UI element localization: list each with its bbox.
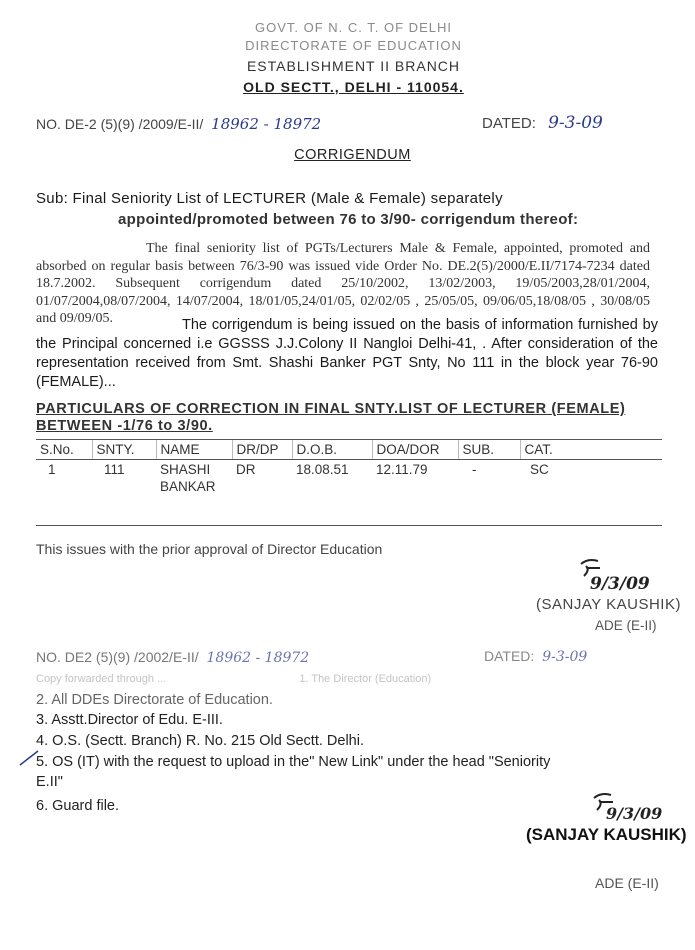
copy-faded-left: Copy forwarded through ... (36, 673, 167, 685)
header-address-line (0, 79, 695, 95)
paragraph-basis: The corrigendum is being issued on the basis of information furnished by the Principal concerned i.e GGSSS J.J.Colony II Nangloi Delhi-41, . After consideration of the representation received from Smt. Shashi Banker PGT Snty, No 111 in the block year 76-90 (FEMALE)... (36, 317, 658, 390)
cell-name: SHASHI BANKAR (160, 462, 216, 494)
table-bottom-rule (36, 525, 662, 526)
dated-bottom (484, 648, 587, 665)
particulars-title: PARTICULARS OF CORRECTION IN FINAL SNTY.LIST OF LECTURER (FEMALE) BETWEEN -1/76 to 3/90. (36, 401, 626, 434)
signer-designation-1: ADE (E-II) (595, 618, 657, 633)
document-title: CORRIGENDUM (294, 147, 411, 163)
table-row (36, 460, 662, 497)
copy-faded-right: 1. The Director (Education) (299, 673, 432, 685)
header-directorate-line: DIRECTORATE OF EDUCATION (245, 38, 462, 53)
cell-dob: 18.08.51 (296, 462, 349, 477)
cell-cat: SC (530, 462, 549, 477)
signer-name-2: (SANJAY KAUSHIK) (526, 825, 687, 844)
paragraph-background: The final seniority list of PGTs/Lecturers Male & Female, appointed, promoted and absorbed on regular basis between 76/3-90 was issued vide Order No. DE.2(5)/2000/E.II/7174-7234 dated 18.7.2002. Subsequent corrigendum dated 25/10/2002, 13/02/2003, 19/05/2003,28/01/2004, 01/07/2004,08/07/2004, 14/07/2004, 18/01/05,24/01/05, 02/02/05 , 25/05/05, 09/06/05,18/08/05 , 30/08/05 and 09/09/05. (36, 241, 650, 326)
copy-item-2: 2. All DDEs Directorate of Education. (36, 692, 273, 708)
signature-date-1: 9/3/09 (590, 574, 650, 594)
cell-dr-dp: DR (236, 462, 256, 477)
copy-forwarded-faded (36, 673, 431, 685)
ref-number-text: NO. DE-2 (5)(9) /2009/E-II/ (36, 116, 204, 132)
col-header-doa-dor: DOA/DOR (372, 440, 458, 460)
col-header-dob: D.O.B. (292, 440, 372, 460)
col-header-snty: SNTY. (92, 440, 156, 460)
approval-note: This issues with the prior approval of Director Education (36, 541, 383, 557)
signer-name-1: (SANJAY KAUSHIK) (536, 596, 681, 613)
correction-table (36, 439, 662, 496)
dated-top (482, 113, 603, 133)
header-branch-line: ESTABLISHMENT II BRANCH (246, 58, 461, 74)
col-header-name: NAME (156, 440, 232, 460)
col-header-dr-dp: DR/DP (232, 440, 292, 460)
subject-line-2: appointed/promoted between 76 to 3/90- corrigendum thereof: (118, 211, 579, 228)
subject-line-1: Sub: Final Seniority List of LECTURER (Male & Female) separately (36, 190, 503, 207)
ref-number-bottom (36, 649, 309, 666)
cell-sno: 1 (48, 462, 56, 477)
ref-number-top (36, 115, 321, 133)
col-header-cat: CAT. (520, 440, 662, 460)
dated-label: DATED: (482, 115, 536, 132)
header-govt-line: GOVT. OF N. C. T. OF DELHI (255, 20, 452, 35)
copy-item-6: 6. Guard file. (36, 798, 120, 814)
copy-item-5: 5. OS (IT) with the request to upload in the" New Link" under the head "Seniority (36, 754, 551, 770)
signer-designation-2: ADE (E-II) (595, 875, 659, 891)
tick-mark-icon (18, 747, 40, 771)
copy-item-4: 4. O.S. (Sectt. Branch) R. No. 215 Old Sectt. Delhi. (36, 733, 364, 749)
col-header-sub: SUB. (458, 440, 520, 460)
handwritten-ref-number-bottom: 18962 - 18972 (206, 650, 310, 666)
cell-doa-dor: 12.11.79 (376, 462, 428, 477)
header-address-text: OLD SECTT., DELHI - 110054. (243, 79, 464, 95)
cell-snty: 111 (104, 462, 125, 477)
ref-number-bottom-text: NO. DE2 (5)(9) /2002/E-II/ (36, 649, 199, 665)
handwritten-ref-number: 18962 - 18972 (211, 115, 322, 133)
signature-date-2: 9/3/09 (606, 804, 663, 823)
handwritten-date-bottom: 9-3-09 (542, 649, 588, 665)
copy-item-5-cont: E.II" (36, 774, 63, 790)
table-header-row (36, 440, 662, 460)
subject (36, 188, 656, 230)
copy-item-3: 3. Asstt.Director of Edu. E-III. (36, 712, 223, 728)
col-header-sno: S.No. (36, 440, 92, 460)
handwritten-date: 9-3-09 (548, 113, 603, 133)
cell-sub: - (472, 462, 477, 477)
dated-label-bottom: DATED: (484, 648, 535, 664)
